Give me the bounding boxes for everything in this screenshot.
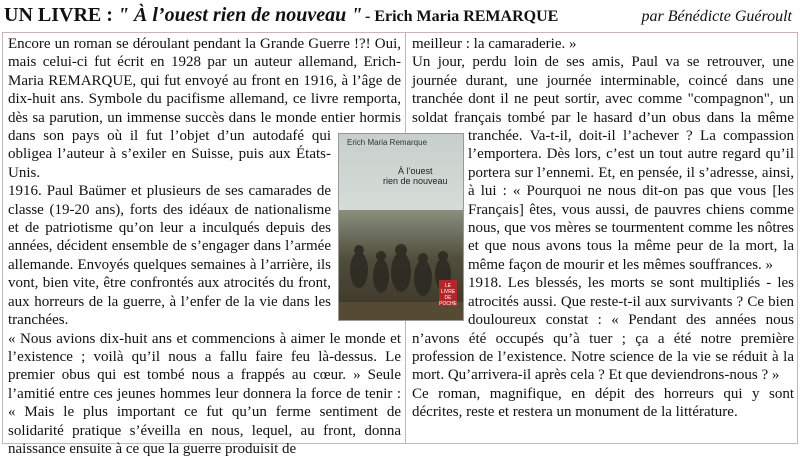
book-author: - Erich Maria REMARQUE xyxy=(365,8,558,26)
article-heading xyxy=(4,4,362,27)
cover-title xyxy=(383,166,448,186)
right-paragraph-journey: Un jour, perdu loin de ses amis, Paul va se retrouver, une journée durant, une journée interminable, coincé dans une tranchée dont il ne peut sortir, avec comme "compagnon", un soldat français tombé par le hasard d’un obus dans la même tranchée. Va-t-il, doit-il l’achever ? La compassion l’emportera. Dès lors, c’est un tout autre regard qu’il portera sur l’ennemi. Et, en pensée, il s’adresse, ainsi, à lui : « Pourquoi ne nous dit-on pas que vous [les Français] êtes, vous aussi, de pauvres chiens comme nous, que vos mères se tourmentent comme les nôtres et que nous avons tous la même peur de la mort, la même façon de mourir et les mêmes souffrances. » xyxy=(412,53,794,274)
cover-title-line1: À l’ouest xyxy=(383,166,448,176)
left-paragraph-quote: « Nous avions dix-huit ans et commencions à aimer le monde et l’existence ; voilà qu’il nous a fallu faire feu là-dessus. Le premier obus qui est tombé nous a frappés au cœur. » Seule l’amitié entre ces jeunes hommes leur donnera la force de tenir : « Mais le plus important ce fut qu’un ferme sentiment de solidarité pratique s’éveilla en nous, lequel, au front, donna naissance ensuite à ce que la guerre produisit de xyxy=(8,330,401,458)
heading-prefix: UN LIVRE : xyxy=(4,4,118,26)
article-byline: par Bénédicte Guéroult xyxy=(642,8,792,26)
book-title: " À l’ouest rien de nouveau " xyxy=(118,4,362,26)
right-paragraph-final: Ce roman, magnifique, en dépit des horreurs qui y sont décrites, reste et restera un monument de la littérature. xyxy=(412,385,794,422)
right-paragraph-camaraderie: meilleur : la camaraderie. » xyxy=(412,35,794,53)
left-paragraph-1916: 1916. Paul Baümer et plusieurs de ses camarades de classe (19-20 ans), forts des idéaux de nationalisme et de patriotisme qu’on leur a inculqués depuis des années, décident ensemble de s’engager dans l’armée allemande. Envoyés quelques semaines à l’arrière, ils vont, bien vite, être confrontés aux atrocités du front, aux horreurs de la guerre, à l’enfer de la vie dans les tranchées. xyxy=(8,182,401,329)
cover-author: Erich Maria Remarque xyxy=(347,138,427,148)
cover-title-line2: rien de nouveau xyxy=(383,176,448,186)
publisher-logo: LE LIVRE DE POCHE xyxy=(439,280,457,306)
book-cover-image xyxy=(338,133,464,321)
header xyxy=(0,0,800,32)
right-paragraph-survivors: 1918. Les blessés, les morts se sont multipliés - les atrocités aussi. Que reste-t-il aux survivants ? Ce bien douloureux constat : « Pendant des années nous n’avons été occupés qu’à tuer ; ça a été notre première profession de l’existence. Notre science de la vie se réduit à la mort. Qu’arrivera-il après cela ? Et que deviendrons-nous ? » xyxy=(412,274,794,384)
right-column xyxy=(412,35,794,440)
left-paragraph-intro: Encore un roman se déroulant pendant la Grande Guerre !?! Oui, mais celui-ci fut écrit en 1928 par un auteur allemand, Erich-Maria REMARQUE, qui fut envoyé au front en 1916, à l’âge de dix-huit ans. Symbole du pacifisme allemand, ce livre remporta, dès sa parution, un immense succès dans le monde entier hormis dans son pays où il fut l’objet d’un autodafé qui obligea l’auteur à s’exiler en Suisse, puis aux États-Unis. xyxy=(8,35,401,182)
